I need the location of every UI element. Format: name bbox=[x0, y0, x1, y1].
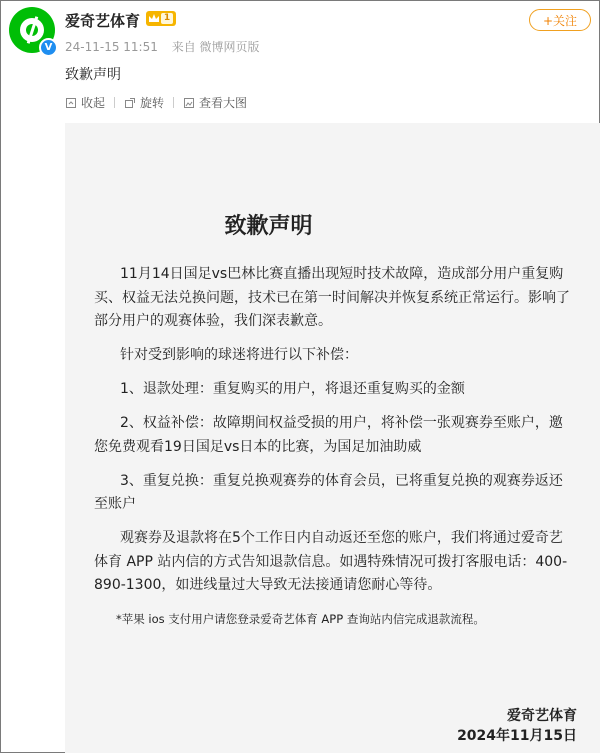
collapse-button[interactable] bbox=[65, 94, 105, 111]
view-large-icon bbox=[183, 97, 195, 109]
crown-icon bbox=[148, 13, 160, 24]
view-large-label: 查看大图 bbox=[199, 96, 248, 110]
rotate-label: 旋转 bbox=[140, 96, 165, 110]
post-source: 来自 微博网页版 bbox=[171, 40, 260, 54]
member-level-number: 1 bbox=[161, 13, 173, 24]
statement-body bbox=[94, 263, 576, 642]
verified-badge-icon: V bbox=[39, 38, 58, 57]
statement-paragraph: 2、权益补偿：故障期间权益受损的用户，将补偿一张观赛券至账户，邀您免费观看19日国足vs日本的比赛，为国足加油助威 bbox=[94, 415, 563, 455]
post-timestamp[interactable]: 24-11-15 11:51 bbox=[65, 40, 158, 54]
rotate-button[interactable] bbox=[124, 94, 164, 111]
post-meta bbox=[65, 38, 270, 55]
statement-paragraph: 1、退款处理：重复购买的用户，将退还重复购买的金额 bbox=[120, 381, 465, 397]
collapse-icon bbox=[65, 97, 77, 109]
toolbar-divider bbox=[173, 97, 174, 108]
statement-paragraph: 11月14日国足vs巴林比赛直播出现短时技术故障，造成部分用户重复购买、权益无法兑换问题，技术已在第一时间解决并恢复系统正常运行。影响了部分用户的观赛体验，我们深表歉意。 bbox=[94, 266, 570, 329]
image-toolbar bbox=[65, 94, 247, 111]
statement-title: 致歉声明 bbox=[224, 214, 313, 239]
statement-paragraph: 观赛券及退款将在5个工作日内自动返还至您的账户，我们将通过爱奇艺体育 APP 站内信的方式告知退款信息。如遇特殊情况可拨打客服电话：400-890-1300，如进线量过大导致无法接通请您耐心等待。 bbox=[94, 530, 568, 593]
view-large-button[interactable] bbox=[183, 94, 247, 111]
statement-note: *苹果 ios 支付用户请您登录爱奇艺体育 APP 查询站内信完成退款流程。 bbox=[116, 612, 485, 626]
rotate-icon bbox=[124, 97, 136, 109]
post-text: 致歉声明 bbox=[65, 67, 121, 83]
account-name[interactable]: 爱奇艺体育 bbox=[65, 12, 141, 30]
member-level-badge[interactable] bbox=[146, 11, 176, 26]
collapse-label: 收起 bbox=[81, 96, 106, 110]
toolbar-divider bbox=[114, 97, 115, 108]
signature-date: 2024年11月15日 bbox=[457, 728, 577, 744]
follow-button[interactable]: +关注 bbox=[529, 9, 591, 31]
statement-paragraph: 3、重复兑换：重复兑换观赛券的体育会员，已将重复兑换的观赛券返还至账户 bbox=[94, 472, 563, 512]
signature-org: 爱奇艺体育 bbox=[507, 708, 577, 724]
statement-paragraph: 针对受到影响的球迷将进行以下补偿： bbox=[120, 347, 358, 363]
iqiyi-sports-logo-icon bbox=[20, 18, 44, 42]
